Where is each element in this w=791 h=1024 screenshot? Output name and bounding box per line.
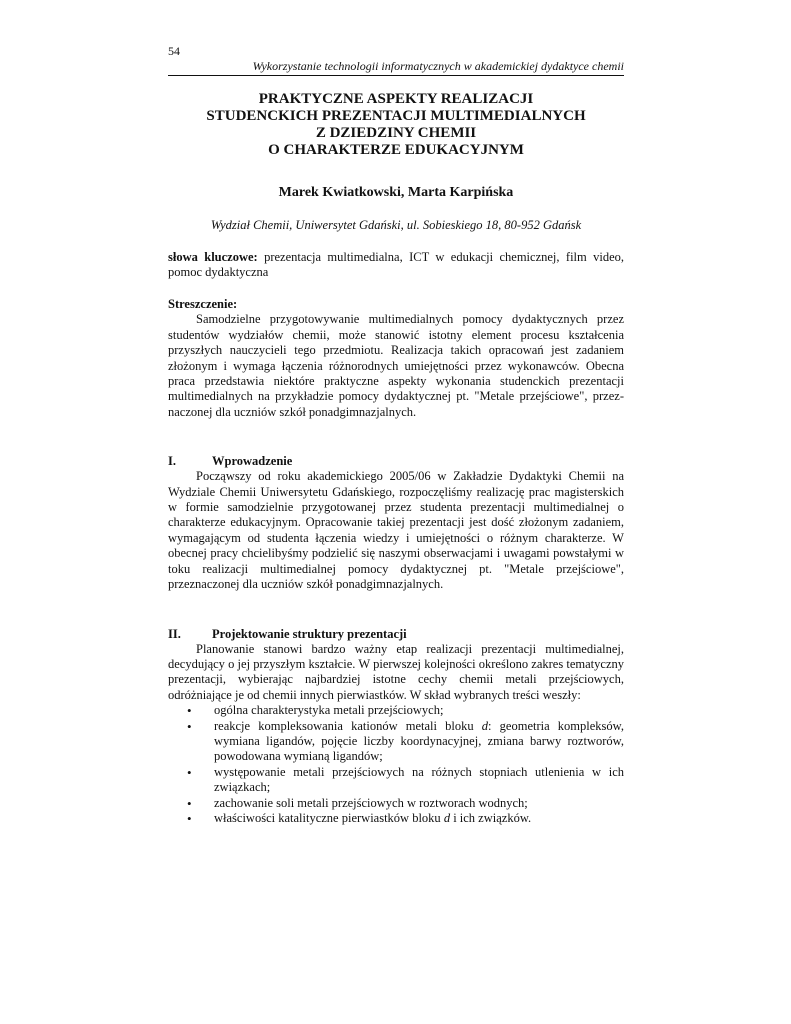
keywords — [168, 250, 624, 280]
list-item — [168, 811, 624, 826]
list-item — [168, 719, 624, 765]
list-item-text: i ich związków. — [450, 810, 532, 825]
bullet-icon: • — [187, 810, 192, 826]
title-line: PRAKTYCZNE ASPEKTY REALIZACJI — [258, 91, 534, 107]
bullet-icon: • — [187, 764, 192, 780]
list-item-italic: d — [443, 810, 451, 825]
section-text: Począwszy od roku akademickiego 2005/06 w Zakładzie Dydaktyki Chemii na Wydziale Chemii Uniwersytetu Gdańskiego, rozpoczęliśmy realizację prac magisterskich w formie samodzielnie przygotowanej przez studenta prezentacji multimedialnej o charakterze edukacyjnym. Opracowanie takiej prezentacji jest dość złożonym zadaniem, wymagającym od studenta łączenia wiedzy i umiejętności o różnym charakterze. W obecnej pracy chcielibyśmy podzielić się naszymi obserwacjami i uwagami powstałymi w toku realizacji multimedialnej pomocy dydaktycznej pt. "Metale przejściowe", przeznaczonej dla uczniów szkół ponadgimnazjalnych. — [168, 469, 624, 592]
title-line: STUDENCKICH PREZENTACJI MULTIMEDIALNYCH — [206, 108, 586, 124]
bullet-icon: • — [187, 718, 192, 734]
list-item-text: zachowanie soli metali przejściowych w roztworach wodnych; — [214, 795, 528, 810]
section-title: Wprowadzenie — [212, 454, 293, 469]
section-title: Projektowanie struktury prezentacji — [212, 626, 407, 641]
section-number: I. — [168, 454, 176, 469]
list-item — [168, 765, 624, 796]
title-line: O CHARAKTERZE EDUKACYJNYM — [268, 142, 524, 158]
section-heading — [168, 627, 624, 642]
affiliation: Wydział Chemii, Uniwersytet Gdański, ul. Sobieskiego 18, 80-952 Gdańsk — [210, 218, 582, 232]
bullet-icon: • — [187, 795, 192, 811]
abstract-text: Samodzielne przygotowywanie multimedialnych pomocy dydaktycznych przez studentów wydziałów chemii, może stanowić istotny element procesu kształcenia przyszłych nauczycieli tego przedmiotu. Realizacja takich opracowań jest zadaniem złożonym i wymaga łączenia różnorodnych umiejętności przez wykonawców. Obecna praca przedstawia niektóre praktyczne aspekty wykonania studenckich prezentacji multimedialnych na przykładzie pomocy dydaktycznej pt. "Metale przejściowe", przeznaczonej dla uczniów szkół ponadgimnazjalnych. — [168, 312, 624, 419]
list-item-text: właściwości katalityczne pierwiastków bloku — [214, 810, 444, 825]
section-text: Planowanie stanowi bardzo ważny etap realizacji prezentacji multimedialnej, decydujący o jej przyszłym kształcie. W pierwszej kolejności określono zakres tematyczny prezentacji, wybierając najbardziej istotne cechy chemii metali przejściowych, odróżniające je od chemii innych pierwiastków. W skład wybranych treści weszły: — [168, 641, 624, 702]
abstract-heading: Streszczenie: — [168, 297, 238, 312]
list-item-text: reakcje kompleksowania kationów metali bloku — [214, 718, 482, 733]
bullet-icon: • — [187, 703, 192, 719]
page-number: 54 — [168, 44, 180, 58]
document-page — [168, 44, 624, 826]
section-number: II. — [168, 626, 181, 641]
list-item-italic: d — [481, 718, 489, 733]
list-item — [168, 703, 624, 718]
paper-title — [168, 91, 624, 159]
section-heading — [168, 454, 624, 469]
list-item-text: ogólna charakterystyka metali przejściowych; — [214, 703, 444, 718]
list-item-text: : geometria kompleksów, wymiana ligandów, pojęcie liczby koordynacyjnej, zmiana barwy roztworów, powodowana wymianą ligandów; — [214, 718, 625, 764]
keywords-label: słowa kluczowe: — [168, 250, 258, 264]
list-item-text: występowanie metali przejściowych na różnych stopniach utlenienia w ich związkach; — [214, 764, 624, 795]
keywords-text: prezentacja multimedialna, ICT w edukacji chemicznej, film video, pomoc dydaktyczna — [168, 250, 625, 280]
authors: Marek Kwiatkowski, Marta Karpińska — [278, 185, 514, 200]
topic-list — [168, 703, 624, 826]
running-header: Wykorzystanie technologii informatycznych w akademickiej dydaktyce chemii — [168, 59, 624, 76]
list-item — [168, 796, 624, 811]
title-line: Z DZIEDZINY CHEMII — [315, 125, 477, 141]
